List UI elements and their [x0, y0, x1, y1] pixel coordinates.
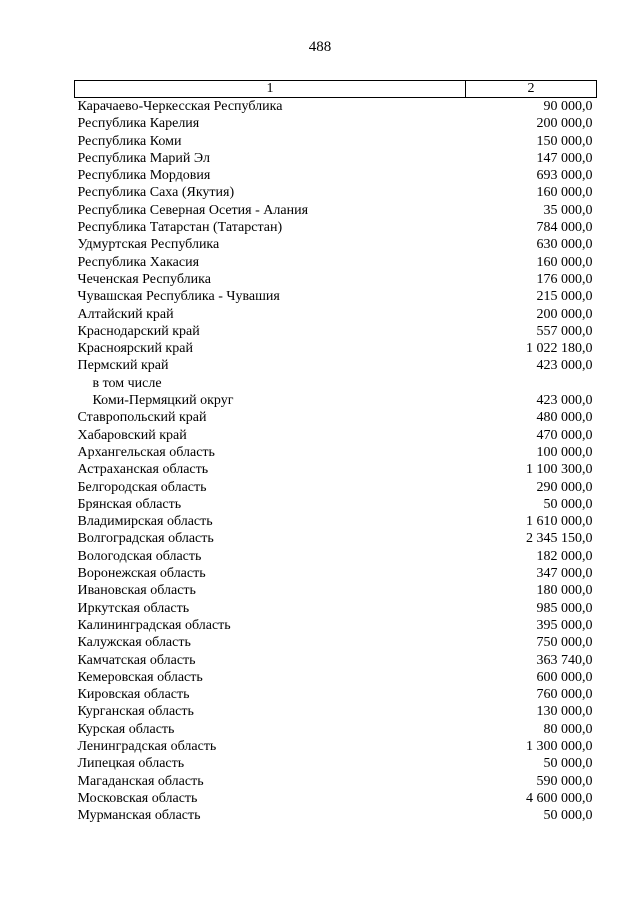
table-body	[75, 98, 597, 825]
region-name: Калужская область	[77, 635, 191, 651]
amount-value: 1 022 180,0	[526, 341, 593, 357]
table-row	[75, 600, 597, 617]
table-row	[75, 773, 597, 790]
amount-value: 600 000,0	[536, 669, 593, 685]
allocation-table	[74, 80, 597, 824]
amount-value: 100 000,0	[536, 444, 593, 460]
region-name: Ставропольский край	[77, 410, 207, 426]
table-row	[75, 150, 597, 167]
region-name: Республика Северная Осетия - Алания	[77, 202, 309, 218]
region-name: Липецкая область	[77, 756, 185, 772]
region-name: Удмуртская Республика	[77, 237, 220, 253]
amount-value: 750 000,0	[536, 635, 593, 651]
amount-value: 363 740,0	[536, 652, 593, 668]
table-row	[75, 271, 597, 288]
table-row	[75, 703, 597, 720]
region-name: Республика Саха (Якутия)	[77, 185, 235, 201]
amount-value: 80 000,0	[543, 721, 593, 737]
region-name: Республика Коми	[77, 133, 182, 149]
table-row	[75, 721, 597, 738]
amount-value: 760 000,0	[536, 687, 593, 703]
amount-value: 423 000,0	[536, 393, 593, 409]
region-name: Белгородская область	[77, 479, 207, 495]
page-number: 488	[308, 39, 332, 55]
table-row	[75, 392, 597, 409]
table-row	[75, 652, 597, 669]
region-name: Московская область	[77, 790, 198, 806]
amount-value: 590 000,0	[536, 773, 593, 789]
table-row	[75, 496, 597, 513]
amount-value: 150 000,0	[536, 133, 593, 149]
region-name: Чеченская Республика	[77, 271, 211, 287]
amount-value: 215 000,0	[536, 289, 593, 305]
table-row	[75, 340, 597, 357]
table-row	[75, 479, 597, 496]
region-name: Архангельская область	[77, 444, 215, 460]
amount-value: 557 000,0	[536, 323, 593, 339]
amount-value: 1 610 000,0	[526, 514, 593, 530]
region-name: Ленинградская область	[77, 738, 217, 754]
region-name: Воронежская область	[77, 566, 206, 582]
table-header-row	[75, 81, 597, 98]
region-name: Курганская область	[77, 704, 194, 720]
region-name: Карачаево-Черкесская Республика	[77, 99, 283, 114]
table-row	[75, 357, 597, 374]
table-row	[75, 582, 597, 599]
table-row	[75, 202, 597, 219]
region-name: Краснодарский край	[77, 323, 200, 339]
region-name: Ивановская область	[77, 583, 196, 599]
region-name: Магаданская область	[77, 773, 204, 789]
table-row	[75, 461, 597, 478]
table-row	[75, 738, 597, 755]
region-name: Брянская область	[77, 496, 182, 512]
amount-value: 1 300 000,0	[526, 738, 593, 754]
table-row	[75, 634, 597, 651]
region-name: Вологодская область	[77, 548, 202, 564]
table-row	[75, 427, 597, 444]
region-name: Республика Хакасия	[77, 254, 200, 270]
amount-value: 50 000,0	[543, 756, 593, 772]
table-row	[75, 409, 597, 426]
amount-value: 1 100 300,0	[526, 462, 593, 478]
region-name: Республика Карелия	[77, 116, 200, 132]
region-name: Чувашская Республика - Чувашия	[77, 289, 280, 305]
table-row	[75, 323, 597, 340]
table-row	[75, 617, 597, 634]
table-row	[75, 565, 597, 582]
table-row	[75, 686, 597, 703]
amount-value: 985 000,0	[536, 600, 593, 616]
amount-value: 35 000,0	[543, 202, 593, 218]
table-row	[75, 115, 597, 132]
table-row	[75, 513, 597, 530]
region-name: Республика Мордовия	[77, 168, 211, 184]
amount-value: 160 000,0	[536, 254, 593, 270]
region-name: Курская область	[77, 721, 175, 737]
region-name: Красноярский край	[77, 341, 193, 357]
amount-value: 160 000,0	[536, 185, 593, 201]
table-row	[75, 133, 597, 150]
amount-value: 470 000,0	[536, 427, 593, 443]
amount-value: 130 000,0	[536, 704, 593, 720]
table-row	[75, 219, 597, 236]
amount-value: 2 345 150,0	[526, 531, 593, 547]
amount-value: 50 000,0	[543, 496, 593, 512]
amount-value: 423 000,0	[536, 358, 593, 374]
region-name: Волгоградская область	[77, 531, 214, 547]
region-name: Республика Марий Эл	[77, 150, 210, 166]
amount-value: 630 000,0	[536, 237, 593, 253]
amount-value: 693 000,0	[536, 168, 593, 184]
region-name: Владимирская область	[77, 514, 213, 530]
amount-value: 200 000,0	[536, 306, 593, 322]
table-row	[75, 530, 597, 547]
amount-value: 147 000,0	[536, 150, 593, 166]
amount-value: 200 000,0	[536, 116, 593, 132]
amount-value: 182 000,0	[536, 548, 593, 564]
region-name: Иркутская область	[77, 600, 190, 616]
table-row	[75, 288, 597, 305]
table-row	[75, 254, 597, 271]
column-header-2: 2	[466, 81, 597, 98]
region-name: Камчатская область	[77, 652, 196, 668]
region-name: Алтайский край	[77, 306, 174, 322]
table-row	[75, 167, 597, 184]
table-row	[75, 98, 597, 116]
amount-value: 395 000,0	[536, 617, 593, 633]
table-row	[75, 790, 597, 807]
table-row	[75, 807, 597, 824]
region-name: Пермский край	[77, 358, 169, 374]
table-row	[75, 236, 597, 253]
amount-value: 4 600 000,0	[526, 790, 593, 806]
amount-value: 290 000,0	[536, 479, 593, 495]
table-row	[75, 548, 597, 565]
amount-value	[466, 375, 597, 392]
table-row	[75, 306, 597, 323]
region-name: Хабаровский край	[77, 427, 187, 443]
amount-value: 784 000,0	[536, 220, 593, 236]
amount-value: 50 000,0	[543, 808, 593, 824]
column-header-1: 1	[75, 81, 466, 98]
table-row	[75, 184, 597, 201]
region-name: Кемеровская область	[77, 669, 203, 685]
table-row	[75, 755, 597, 772]
region-name: в том числе	[92, 375, 162, 391]
amount-value: 347 000,0	[536, 566, 593, 582]
table-row	[75, 669, 597, 686]
region-name: Мурманская область	[77, 808, 201, 824]
amount-value: 90 000,0	[543, 99, 593, 114]
region-name: Кировская область	[77, 687, 190, 703]
region-name: Калининградская область	[77, 617, 231, 633]
region-name: Республика Татарстан (Татарстан)	[77, 220, 283, 236]
table-row	[75, 375, 597, 392]
region-name: Коми-Пермяцкий округ	[92, 393, 234, 409]
amount-value: 180 000,0	[536, 583, 593, 599]
amount-value: 176 000,0	[536, 271, 593, 287]
amount-value: 480 000,0	[536, 410, 593, 426]
region-name: Астраханская область	[77, 462, 209, 478]
table-row	[75, 444, 597, 461]
